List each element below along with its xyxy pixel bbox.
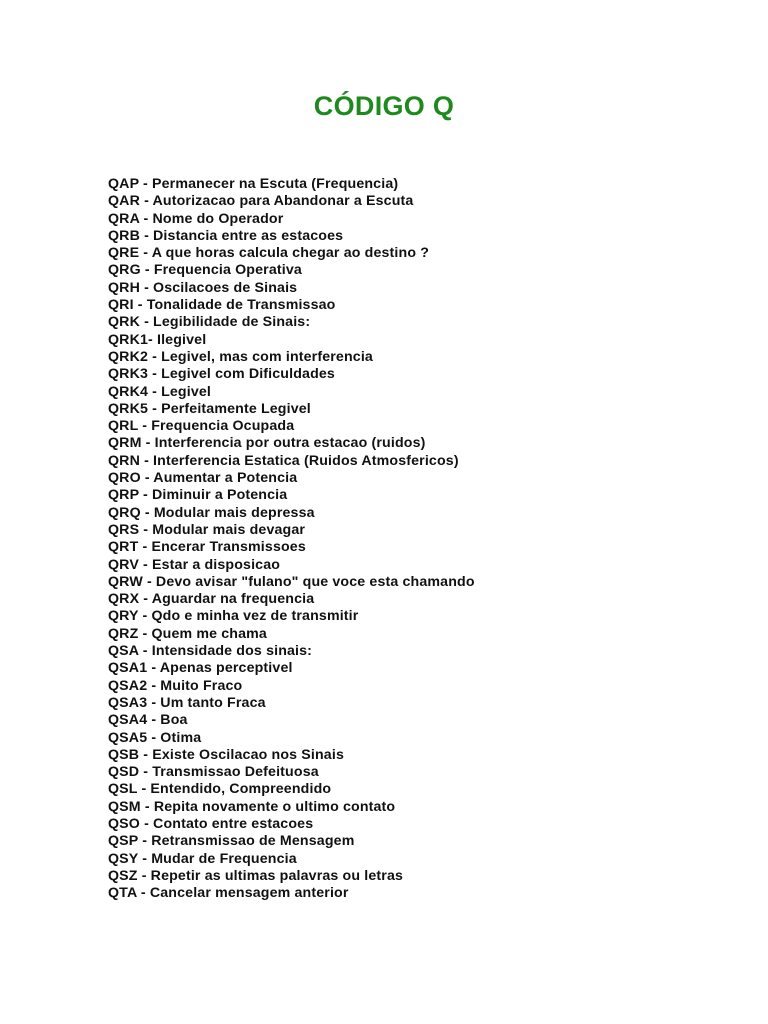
q-code-entry: QRN - Interferencia Estatica (Ruidos Atmosfericos) [108, 452, 459, 469]
q-code-entry: QRO - Aumentar a Potencia [108, 470, 298, 487]
q-code-entry: QRV - Estar a disposicao [108, 556, 281, 573]
q-code-entry: QRK - Legibilidade de Sinais: [108, 314, 311, 331]
q-code-entry: QRH - Oscilacoes de Sinais [108, 279, 298, 296]
q-code-entry: QSA2 - Muito Fraco [108, 677, 243, 694]
q-code-entry: QSA - Intensidade dos sinais: [108, 643, 313, 660]
q-code-entry: QSA4 - Boa [108, 712, 188, 729]
q-code-entry: QRW - Devo avisar "fulano" que voce esta chamando [108, 573, 475, 590]
q-code-entry: QSP - Retransmissao de Mensagem [108, 833, 355, 850]
q-code-entry: QRK4 - Legivel [108, 383, 212, 400]
q-code-entry: QSY - Mudar de Frequencia [108, 850, 297, 867]
q-code-entry: QAP - Permanecer na Escuta (Frequencia) [108, 176, 399, 192]
q-code-entry: QRQ - Modular mais depressa [108, 504, 315, 521]
q-code-entry: QSA3 - Um tanto Fraca [108, 694, 266, 711]
q-code-entry: QRK1- Ilegivel [108, 331, 207, 348]
q-code-entry: QTA - Cancelar mensagem anterior [108, 885, 349, 902]
q-code-entry: QRK2 - Legivel, mas com interferencia [108, 348, 373, 365]
q-code-entry: QRA - Nome do Operador [108, 210, 284, 227]
q-code-entry: QRP - Diminuir a Potencia [108, 487, 288, 504]
q-code-entry: QRT - Encerar Transmissoes [108, 539, 306, 556]
q-code-entry: QRB - Distancia entre as estacoes [108, 227, 344, 244]
q-code-entry: QRS - Modular mais devagar [108, 521, 306, 538]
q-code-entry: QSD - Transmissao Defeituosa [108, 764, 319, 781]
q-code-entry: QRI - Tonalidade de Transmissao [108, 297, 336, 314]
q-code-entry: QSL - Entendido, Compreendido [108, 781, 332, 798]
q-code-list [108, 176, 728, 902]
page-title: CÓDIGO Q [313, 91, 455, 121]
q-code-entry: QSB - Existe Oscilacao nos Sinais [108, 746, 344, 763]
q-code-entry: QRY - Qdo e minha vez de transmitir [108, 608, 359, 625]
q-code-entry: QSA1 - Apenas perceptivel [108, 660, 293, 677]
q-code-entry: QRE - A que horas calcula chegar ao destino ? [108, 245, 430, 262]
q-code-entry: QRM - Interferencia por outra estacao (ruidos) [108, 435, 426, 452]
q-code-entry: QRZ - Quem me chama [108, 625, 267, 642]
q-code-entry: QRX - Aguardar na frequencia [108, 591, 315, 608]
q-code-entry: QAR - Autorizacao para Abandonar a Escuta [108, 193, 414, 210]
q-code-entry: QSA5 - Otima [108, 729, 202, 746]
q-code-entry: QRG - Frequencia Operativa [108, 262, 302, 279]
q-code-entry: QSZ - Repetir as ultimas palavras ou letras [108, 867, 404, 884]
q-code-entry: QSO - Contato entre estacoes [108, 815, 314, 832]
q-code-entry: QSM - Repita novamente o ultimo contato [108, 798, 396, 815]
q-code-entry: QRL - Frequencia Ocupada [108, 418, 295, 435]
q-code-entry: QRK3 - Legivel com Dificuldades [108, 366, 335, 383]
q-code-entry: QRK5 - Perfeitamente Legivel [108, 400, 311, 417]
